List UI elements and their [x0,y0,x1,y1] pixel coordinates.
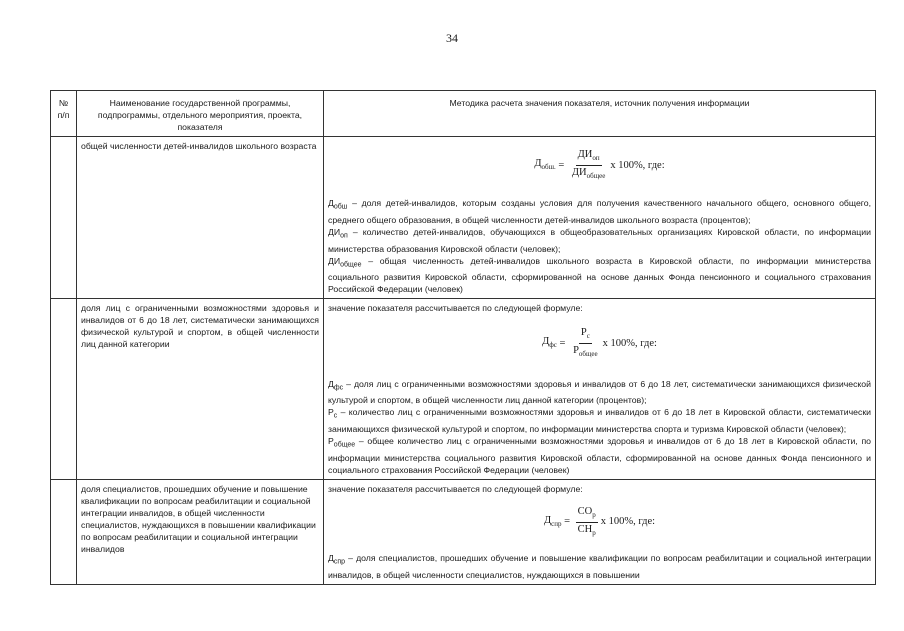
header-method: Методика расчета значения показателя, источник получения информации [324,91,876,137]
table-header-row [51,91,876,137]
formula-tail: x 100%, где: [600,516,656,528]
formula-fraction: $\frac{СО_р}{СН_р}$ [577,505,596,537]
formula-fraction: $\frac{Р_с}{Р_{общее}}$ [573,327,598,359]
indicator-name: общей численности детей-инвалидов школьного возраста [77,137,324,299]
term-definition: $Р_{общее}$ – общее количество лиц с ограниченными возможностями здоровья и инвалидов от 6 до 18 лет в Кировской области, по информации министерства социального развития Кировской области, сформированной на основе данных Фонда пенсионного и социального страхования Российской Федерации (человек) [328,436,871,475]
method-cell [324,479,876,584]
method-cell [324,137,876,299]
term-definition: $Д_{обш}$ – доля детей-инвалидов, которым созданы условия для получения качественного начального общего, основного общего, среднего общего образования, в общей численности детей-инвалидов школьного возраста (процентов); [328,198,871,225]
formula-intro: значение показателя рассчитывается по следующей формуле: [328,303,583,314]
formula-tail: x 100%, где: [610,159,665,171]
term-definition: $Д_{спр}$ – доля специалистов, прошедших обучение и повышение квалификации по вопросам реабилитации и социальной интеграции инвалидов, в общей численности специалистов, нуждающихся в повышении [328,552,871,580]
formula-lhs: $Д_{обш.}$ [534,158,556,172]
formula: $Д_{спр}$ = $\frac{СО_р}{СН_р}$ x 100%, где: [328,495,871,552]
header-name: Наименование государственной программы, подпрограммы, отдельного мероприятия, проекта, показателя [77,91,324,137]
header-number: № п/п [51,91,77,137]
formula: $Д_{фс}$ = $\frac{Р_с}{Р_{общее}}$ x 100%, где: [328,314,871,377]
indicator-name: доля лиц с ограниченными возможностями здоровья и инвалидов от 6 до 18 лет, систематически занимающихся физической культурой и спортом, в общей численности лиц данной категории [77,299,324,479]
row-number-cell [51,299,77,479]
page-number: 34 [446,31,458,45]
term-definition: $Р_с$ – количество лиц с ограниченными возможностями здоровья и инвалидов от 6 до 18 лет в Кировской области, систематически занимающихся физической культурой и спортом, по информации министерства спорта и туризма Кировской области (человек); [328,407,871,435]
term-definition: $ДИ_{оп}$ – количество детей-инвалидов, обучающихся в общеобразовательных организациях Кировской области, по информации министерства образования Кировской области (человек); [328,226,871,254]
formula-tail: x 100%, где: [602,337,657,349]
methodology-table [50,90,876,585]
table-row [51,479,876,584]
table-row [51,299,876,479]
formula-lhs: $Д_{фс}$ [542,336,557,350]
formula-fraction: $\frac{ДИ_{оп}}{ДИ_{общее}}$ [571,149,606,181]
formula: $Д_{обш.}$ = $\frac{ДИ_{оп}}{ДИ_{общее}}$ x 100%, где: [328,140,871,197]
table-row [51,137,876,299]
indicator-name: доля специалистов, прошедших обучение и повышение квалификации по вопросам реабилитации и социальной интеграции инвалидов, в общей численности специалистов, нуждающихся в повышении квалификации по вопросам реабилитации и социальной интеграции инвалидов [77,479,324,584]
formula-lhs: $Д_{спр}$ [543,514,562,528]
row-number-cell [51,137,77,299]
formula-intro: значение показателя рассчитывается по следующей формуле: [328,483,583,494]
method-cell [324,299,876,479]
term-definition: $Д_{фс}$ – доля лиц с ограниченными возможностями здоровья и инвалидов от 6 до 18 лет, систематически занимающихся физической культурой и спортом, в общей численности лиц данной категории (процентов); [328,378,871,406]
term-definition: $ДИ_{общее}$ – общая численность детей-инвалидов школьного возраста в Кировской области, по информации министерства социального развития Кировской области, сформированной на основе данных Фонда пенсионного и социального страхования Российской Федерации (человек) [328,255,871,295]
row-number-cell [51,479,77,584]
